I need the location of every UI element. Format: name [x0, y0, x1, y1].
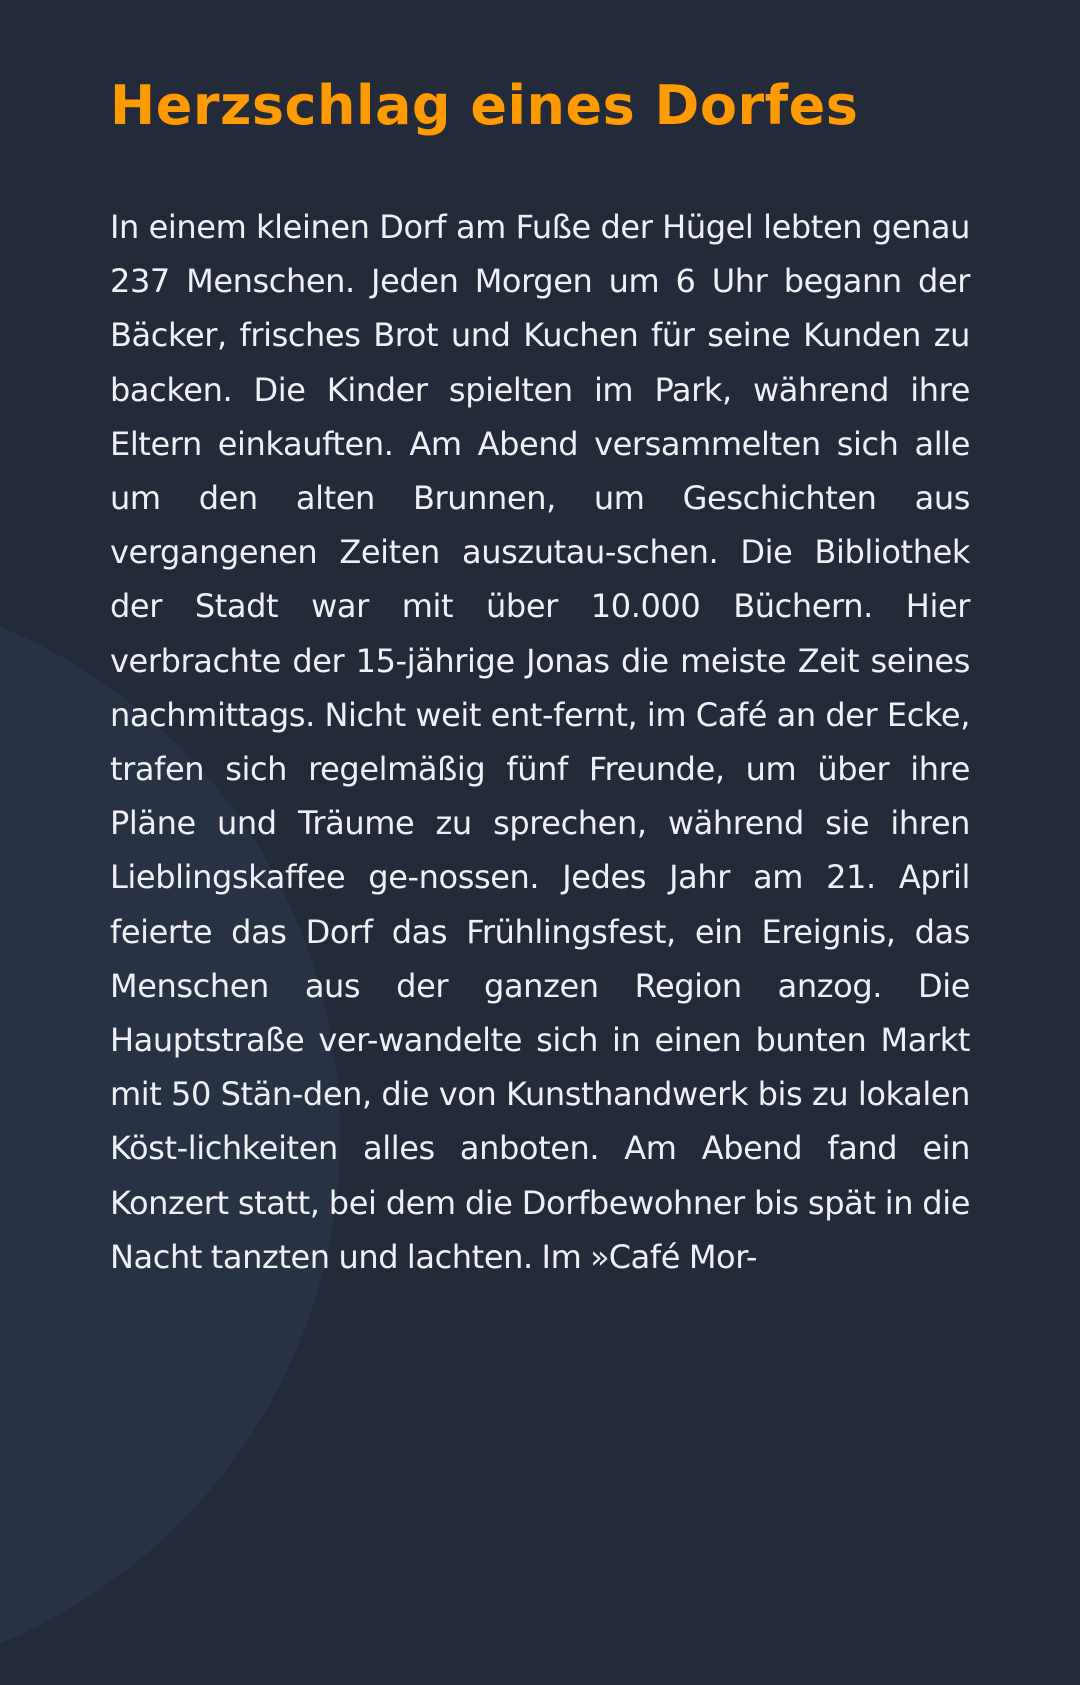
- article-body: In einem kleinen Dorf am Fuße der Hügel lebten genau 237 Menschen. Jeden Morgen um 6 Uhr begann der Bäcker, frisches Brot und Kuchen für seine Kunden zu backen. Die Kinder spielten im Park, während ihre Eltern einkauften. Am Abend versammelten sich alle um den alten Brunnen, um Geschichten aus vergangenen Zeiten auszutau-schen. Die Bibliothek der Stadt war mit über 10.000 Büchern. Hier verbrachte der 15-jährige Jonas die meiste Zeit seines nachmittags. Nicht weit ent-fernt, im Café an der Ecke, trafen sich regelmäßig fünf Freunde, um über ihre Pläne und Träume zu sprechen, während sie ihren Lieblingskaffee ge-nossen. Jedes Jahr am 21. April feierte das Dorf das Frühlingsfest, ein Ereignis, das Menschen aus der ganzen Region anzog. Die Hauptstraße ver-wandelte sich in einen bunten Markt mit 50 Stän-den, die von Kunsthandwerk bis zu lokalen Köst-lichkeiten alles anboten. Am Abend fand ein Konzert statt, bei dem die Dorfbewohner bis spät in die Nacht tanzten und lachten. Im »Café Mor-: [110, 208, 970, 1276]
- article-title: Herzschlag eines Dorfes: [110, 74, 859, 137]
- article: [110, 70, 970, 1284]
